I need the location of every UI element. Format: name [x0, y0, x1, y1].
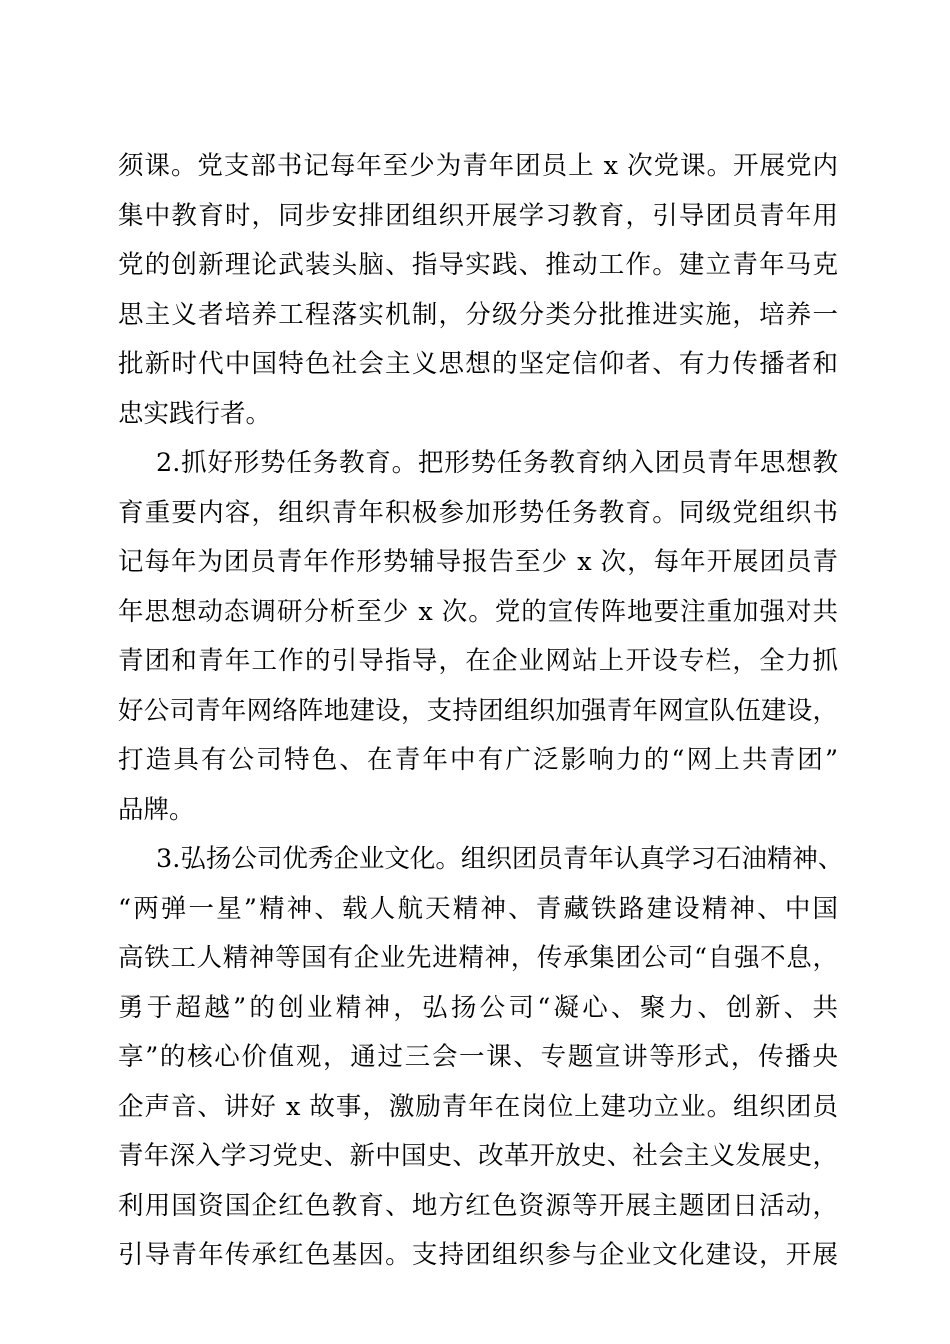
paragraph-heading-line: 2.抓好形势任务教育。把形势任务教育纳入团员青年思想教 — [156, 448, 838, 478]
text-line: 勇于超越”的创业精神，弘扬公司“凝心、聚力、创新、共 — [118, 992, 838, 1023]
text-line: 党的创新理论武装头脑、指导实践、推动工作。建立青年马克 — [118, 250, 838, 280]
text-line: 集中教育时，同步安排团组织开展学习教育，引导团员青年用 — [118, 200, 838, 231]
text-line: 利用国资国企红色教育、地方红色资源等开展主题团日活动， — [118, 1190, 838, 1221]
text-line: 须课。党支部书记每年至少为青年团员上 x 次党课。开展党内 — [118, 151, 838, 181]
text-line: 思主义者培养工程落实机制，分级分类分批推进实施，培养一 — [118, 299, 838, 330]
paragraph-party-lessons — [118, 142, 838, 439]
text-line: 引导青年传承红色基因。支持团组织参与企业文化建设，开展 — [118, 1240, 838, 1270]
text-line: 记每年为团员青年作形势辅导报告至少 x 次，每年开展团员青 — [118, 547, 838, 577]
text-line: 育重要内容，组织青年积极参加形势任务教育。同级党组织书 — [118, 497, 838, 528]
text-line: “两弹一星”精神、载人航天精神、青藏铁路建设精神、中国 — [118, 893, 838, 924]
document-body — [118, 142, 844, 1281]
text-line: 青团和青年工作的引导指导，在企业网站上开设专栏，全力抓 — [118, 646, 838, 676]
paragraph-situation-education — [118, 439, 838, 835]
paragraph-corporate-culture — [118, 835, 844, 1281]
text-line: 企声音、讲好 x 故事，激励青年在岗位上建功立业。组织团员 — [118, 1091, 838, 1122]
text-line: 忠实践行者。 — [118, 398, 272, 429]
paragraph-heading-line: 3.弘扬公司优秀企业文化。组织团员青年认真学习石油精神、 — [156, 844, 844, 874]
text-line: 品牌。 — [118, 794, 195, 825]
text-line: 好公司青年网络阵地建设，支持团组织加强青年网宣队伍建设， — [118, 695, 838, 726]
text-line: 高铁工人精神等国有企业先进精神，传承集团公司“自强不息， — [118, 943, 838, 973]
text-line: 年思想动态调研分析至少 x 次。党的宣传阵地要注重加强对共 — [118, 596, 838, 627]
text-line: 批新时代中国特色社会主义思想的坚定信仰者、有力传播者和 — [118, 349, 838, 379]
text-line: 享”的核心价值观，通过三会一课、专题宣讲等形式，传播央 — [118, 1042, 838, 1072]
text-line: 打造具有公司特色、在青年中有广泛影响力的“网上共青团” — [118, 745, 838, 775]
text-line: 青年深入学习党史、新中国史、改革开放史、社会主义发展史， — [118, 1141, 838, 1171]
